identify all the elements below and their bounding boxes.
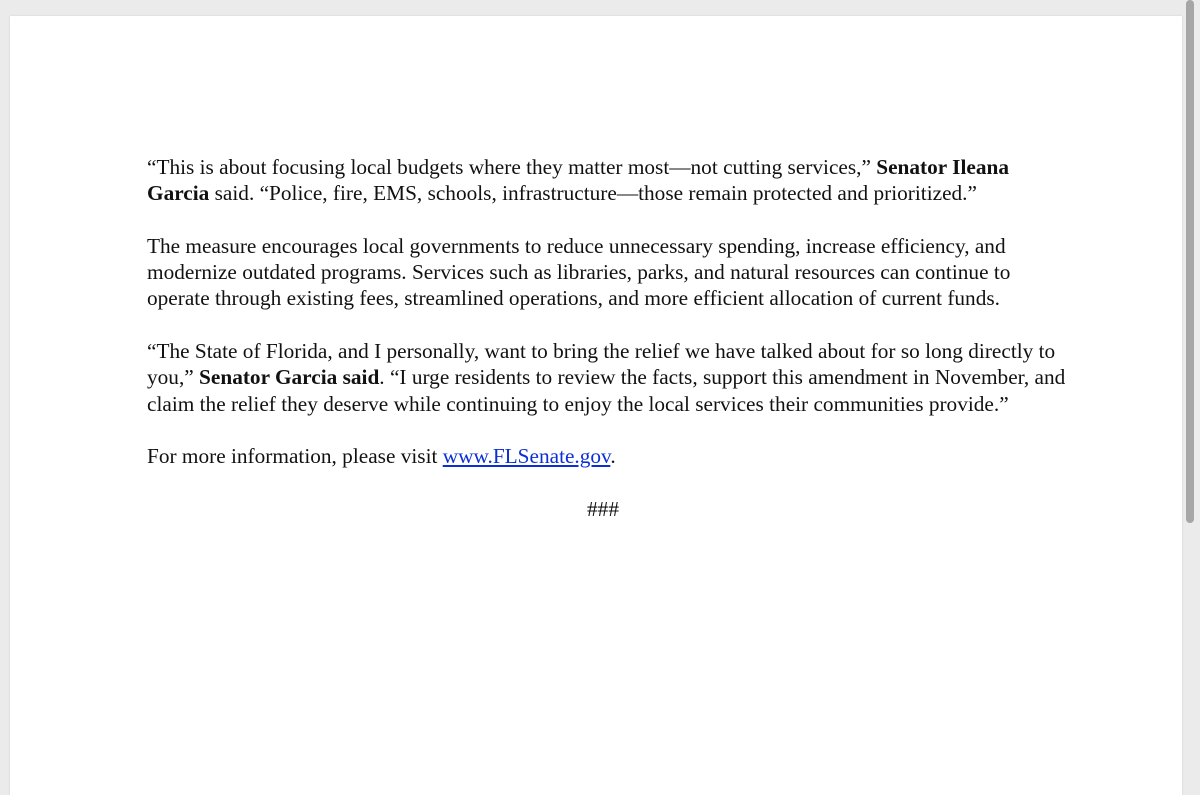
quote-2-end: . “I urge residents to review the facts, support this amendment in November, and claim the relief they deserve while continuing to enjoy the local services their communities provide.” <box>147 365 1066 416</box>
quote-1-end: said. “Police, fire, EMS, schools, infrastructure—those remain protected and prioritized.” <box>209 181 977 206</box>
paragraph-more-info <box>147 443 1067 469</box>
flsenate-link[interactable]: www.FLSenate.gov <box>442 444 611 469</box>
paragraph-quote-2 <box>147 338 1067 417</box>
document-page <box>10 16 1182 795</box>
more-info-period: . <box>610 444 616 469</box>
scrollbar[interactable] <box>1182 0 1200 795</box>
quote-1-start: “This is about focusing local budgets where they matter most—not cutting services,” <box>147 155 877 179</box>
more-info-text: For more information, please visit <box>147 444 443 469</box>
speaker-name-1: Senator Ileana Garcia <box>147 155 1009 206</box>
scrollbar-thumb[interactable] <box>1186 0 1194 523</box>
end-mark: ### <box>587 496 619 521</box>
paragraph-measure: The measure encourages local governments to reduce unnecessary spending, increase efficiency, and modernize outdated programs. Services such as libraries, parks, and natural resources can continue to operate through existing fees, streamlined operations, and more efficient allocation of current funds. <box>147 233 1011 311</box>
quote-2-start: “The State of Florida, and I personally, want to bring the relief we have talked about for so long directly to you,” <box>147 339 1056 390</box>
paragraph-quote-1 <box>147 154 1067 207</box>
page-content <box>147 154 1067 522</box>
speaker-name-2: Senator Garcia said <box>199 365 380 390</box>
